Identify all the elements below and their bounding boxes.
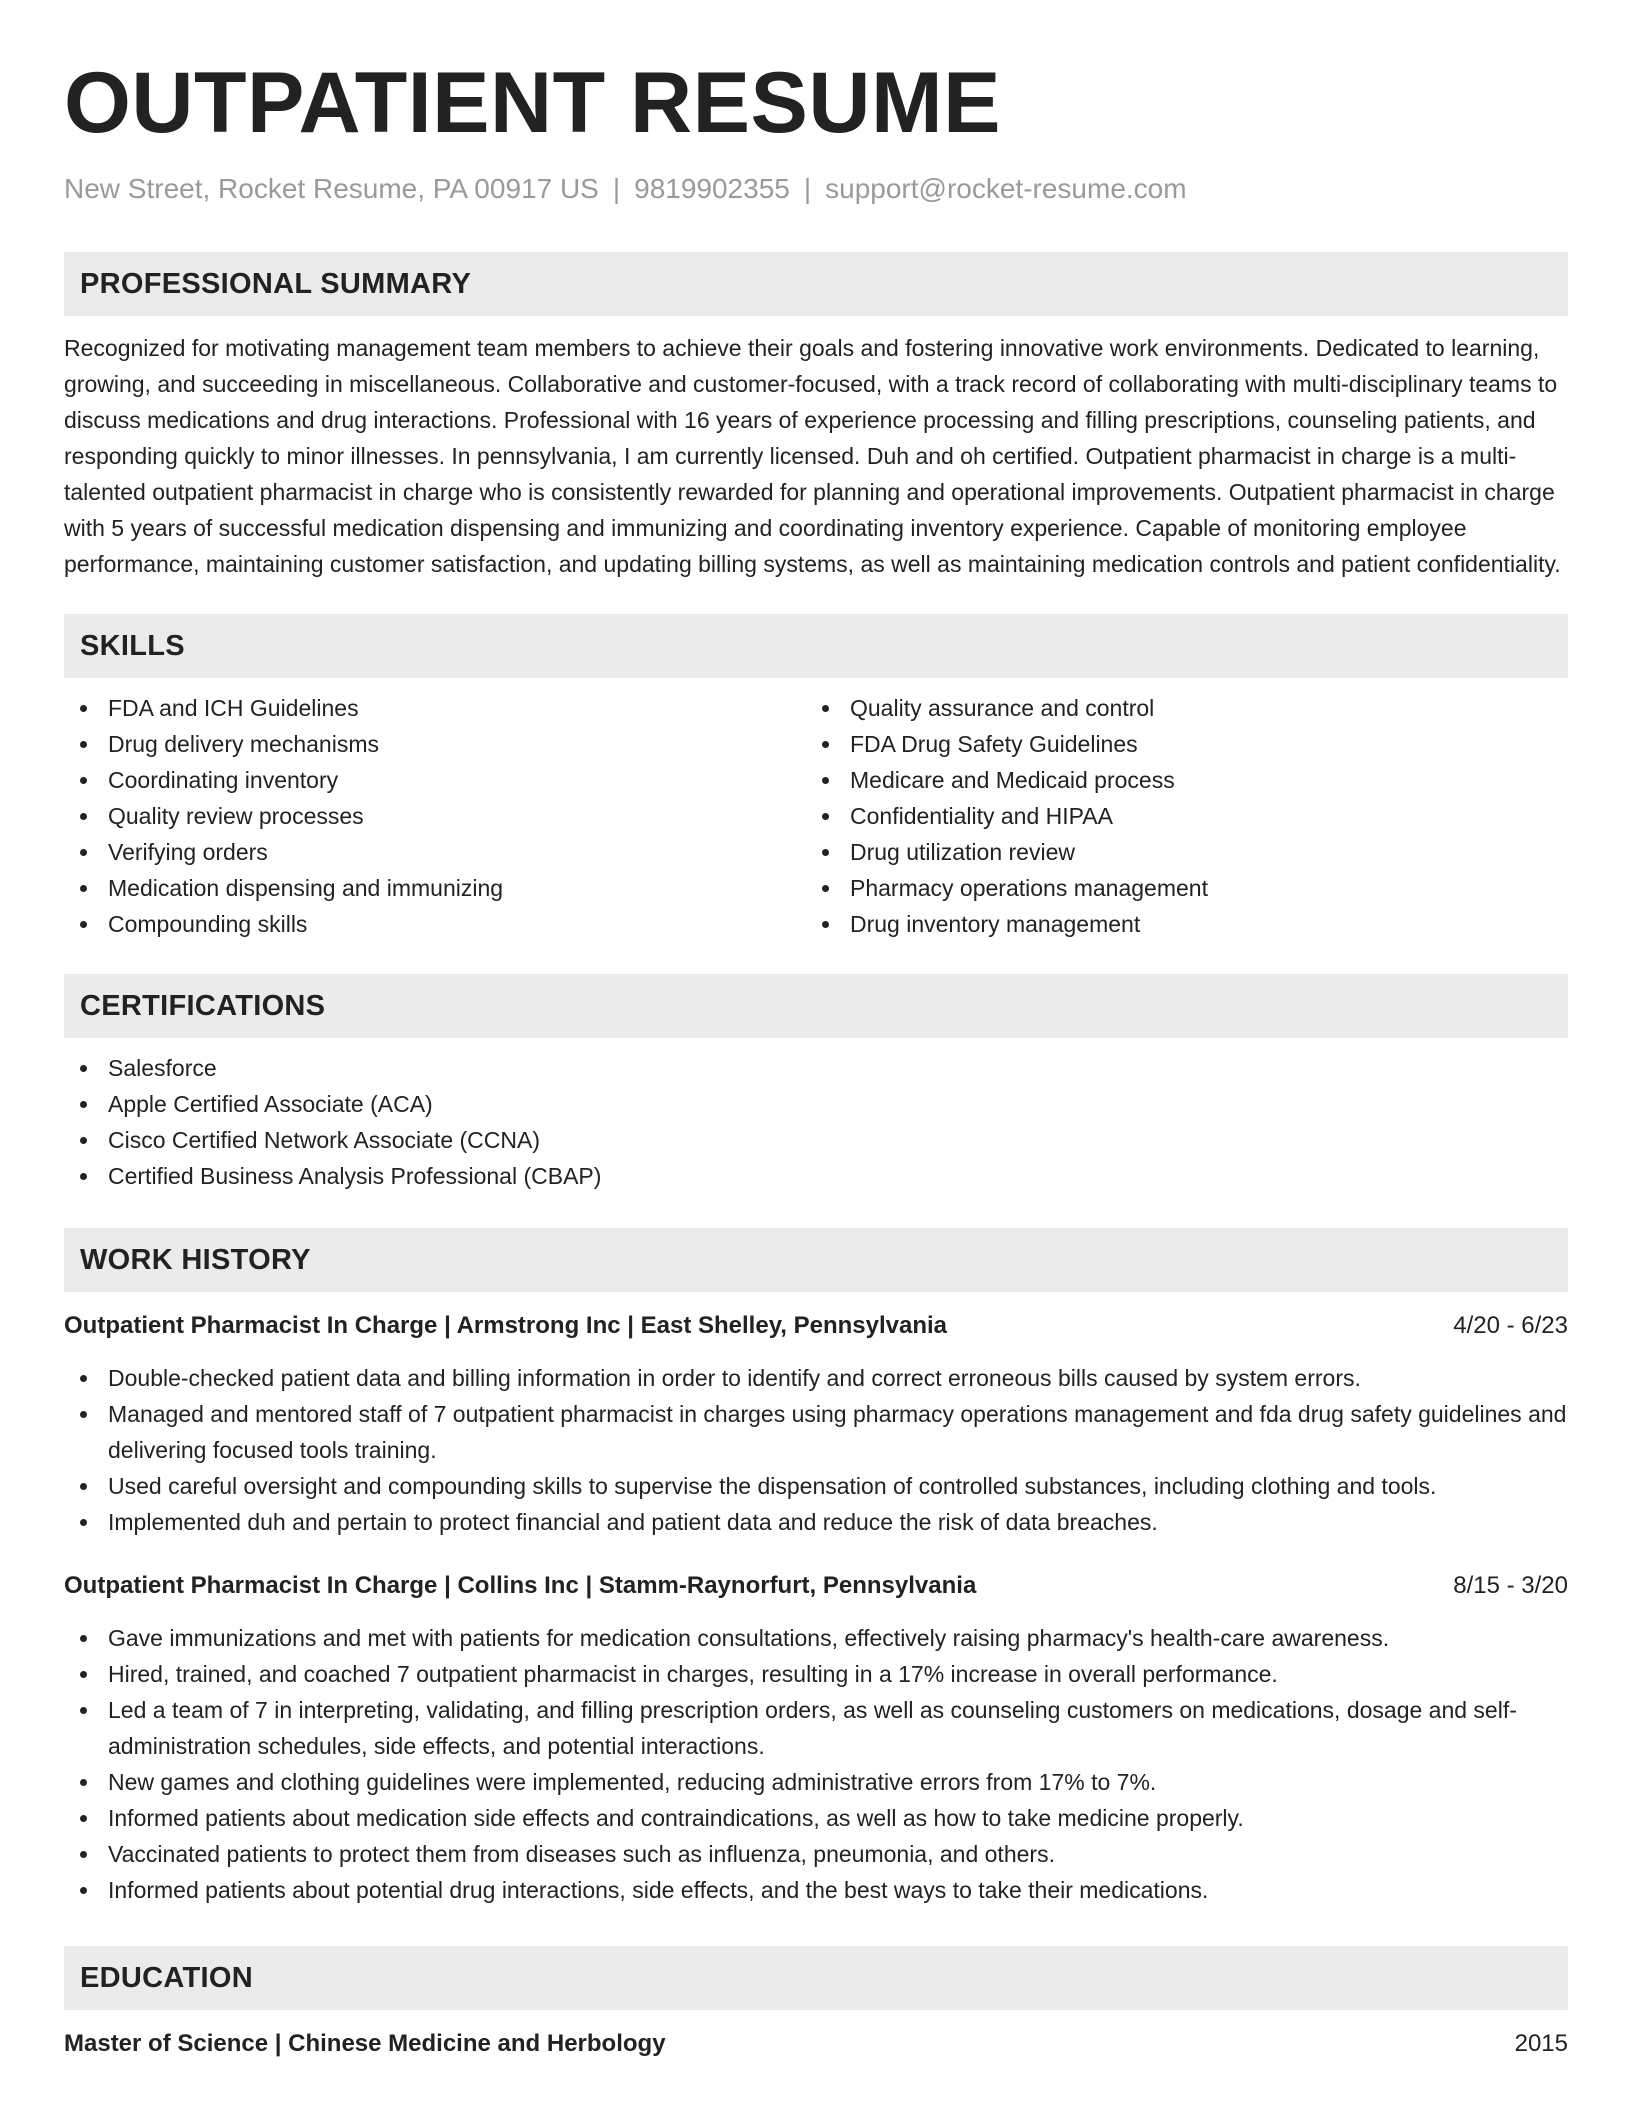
contact-separator: | xyxy=(612,173,621,204)
education-section xyxy=(64,1946,1568,2060)
skills-section xyxy=(64,614,1568,942)
job-bullet: New games and clothing guidelines were implemented, reducing administrative errors from 17% to 7%. xyxy=(64,1764,1568,1800)
resume-title: OUTPATIENT RESUME xyxy=(64,55,1001,151)
job-header xyxy=(64,1570,1568,1602)
job-bullet: Double-checked patient data and billing information in order to identify and correct erroneous bills caused by system errors. xyxy=(64,1360,1568,1396)
skills-grid xyxy=(64,690,1568,942)
job-header xyxy=(64,1310,1568,1342)
summary-text: Recognized for motivating management team members to achieve their goals and fostering innovative work environments. Dedicated to learning, growing, and succeeding in miscellaneous. Collaborative and customer-focused, with a track record of collaborating with multi-disciplinary teams to discuss medications and drug interactions. Professional with 16 years of experience processing and filling prescriptions, counseling patients, and responding quickly to minor illnesses. In pennsylvania, I am currently licensed. Duh and oh certified. Outpatient pharmacist in charge is a multi-talented outpatient pharmacist in charge who is consistently rewarded for planning and operational improvements. Outpatient pharmacist in charge with 5 years of successful medication dispensing and immunizing and coordinating inventory experience. Capable of monitoring employee performance, maintaining customer satisfaction, and updating billing systems, as well as maintaining medication controls and patient confidentiality. xyxy=(64,335,1561,577)
skill-item: Confidentiality and HIPAA xyxy=(806,798,1548,834)
skill-item: Medication dispensing and immunizing xyxy=(64,870,806,906)
job-title: Outpatient Pharmacist In Charge | Armstrong Inc | East Shelley, Pennsylvania xyxy=(64,1312,948,1339)
job-bullet: Led a team of 7 in interpreting, validating, and filling prescription orders, as well as counseling customers on medications, dosage and self-administration schedules, side effects, and potential interactions. xyxy=(64,1692,1568,1764)
education-degree: Master of Science | Chinese Medicine and Herbology xyxy=(64,2030,666,2057)
job-bullets xyxy=(64,1360,1568,1540)
job-bullets xyxy=(64,1620,1568,1908)
contact-separator: | xyxy=(803,173,812,204)
education-year: 2015 xyxy=(1514,2030,1568,2057)
job-entry xyxy=(64,1570,1568,1908)
education-entry xyxy=(64,2028,1568,2060)
certifications-list xyxy=(64,1050,1568,1194)
summary-section xyxy=(64,252,1568,582)
certification-item: Salesforce xyxy=(64,1050,1568,1086)
skill-item: Medicare and Medicaid process xyxy=(806,762,1548,798)
job-dates: 4/20 - 6/23 xyxy=(1453,1312,1568,1339)
job-bullet: Gave immunizations and met with patients for medication consultations, effectively raising pharmacy's health-care awareness. xyxy=(64,1620,1568,1656)
job-bullet: Managed and mentored staff of 7 outpatient pharmacist in charges using pharmacy operations management and fda drug safety guidelines and delivering focused tools training. xyxy=(64,1396,1568,1468)
education-heading: EDUCATION xyxy=(64,1946,1568,2010)
skill-item: FDA and ICH Guidelines xyxy=(64,690,806,726)
certification-item: Cisco Certified Network Associate (CCNA) xyxy=(64,1122,1568,1158)
work-history-heading: WORK HISTORY xyxy=(64,1228,1568,1292)
skill-item: Drug delivery mechanisms xyxy=(64,726,806,762)
skill-item: Quality review processes xyxy=(64,798,806,834)
job-bullet: Informed patients about potential drug interactions, side effects, and the best ways to take their medications. xyxy=(64,1872,1568,1908)
job-bullet: Vaccinated patients to protect them from diseases such as influenza, pneumonia, and others. xyxy=(64,1836,1568,1872)
skill-item: Compounding skills xyxy=(64,906,806,942)
certifications-heading: CERTIFICATIONS xyxy=(64,974,1568,1038)
work-history-section xyxy=(64,1228,1568,1908)
skill-item: Pharmacy operations management xyxy=(806,870,1548,906)
resume-page xyxy=(64,0,1568,2060)
contact-email[interactable]: support@rocket-resume.com xyxy=(825,173,1187,204)
contact-line xyxy=(64,172,1568,206)
job-bullet: Implemented duh and pertain to protect financial and patient data and reduce the risk of data breaches. xyxy=(64,1504,1568,1540)
certification-item: Certified Business Analysis Professional (CBAP) xyxy=(64,1158,1568,1194)
summary-heading: PROFESSIONAL SUMMARY xyxy=(64,252,1568,316)
job-bullet: Used careful oversight and compounding skills to supervise the dispensation of controlled substances, including clothing and tools. xyxy=(64,1468,1568,1504)
skill-item: Verifying orders xyxy=(64,834,806,870)
contact-address: New Street, Rocket Resume, PA 00917 US xyxy=(64,173,599,204)
skill-item: Drug utilization review xyxy=(806,834,1548,870)
contact-phone: 9819902355 xyxy=(634,173,790,204)
skills-column-left xyxy=(64,690,806,942)
job-bullet: Hired, trained, and coached 7 outpatient pharmacist in charges, resulting in a 17% increase in overall performance. xyxy=(64,1656,1568,1692)
job-entry xyxy=(64,1310,1568,1540)
skill-item: Drug inventory management xyxy=(806,906,1548,942)
job-bullet: Informed patients about medication side effects and contraindications, as well as how to take medicine properly. xyxy=(64,1800,1568,1836)
job-title: Outpatient Pharmacist In Charge | Collins Inc | Stamm-Raynorfurt, Pennsylvania xyxy=(64,1572,977,1599)
job-dates: 8/15 - 3/20 xyxy=(1453,1572,1568,1599)
certification-item: Apple Certified Associate (ACA) xyxy=(64,1086,1568,1122)
skill-item: Quality assurance and control xyxy=(806,690,1548,726)
skills-column-right xyxy=(806,690,1548,942)
skill-item: Coordinating inventory xyxy=(64,762,806,798)
skill-item: FDA Drug Safety Guidelines xyxy=(806,726,1548,762)
certifications-section xyxy=(64,974,1568,1194)
skills-heading: SKILLS xyxy=(64,614,1568,678)
